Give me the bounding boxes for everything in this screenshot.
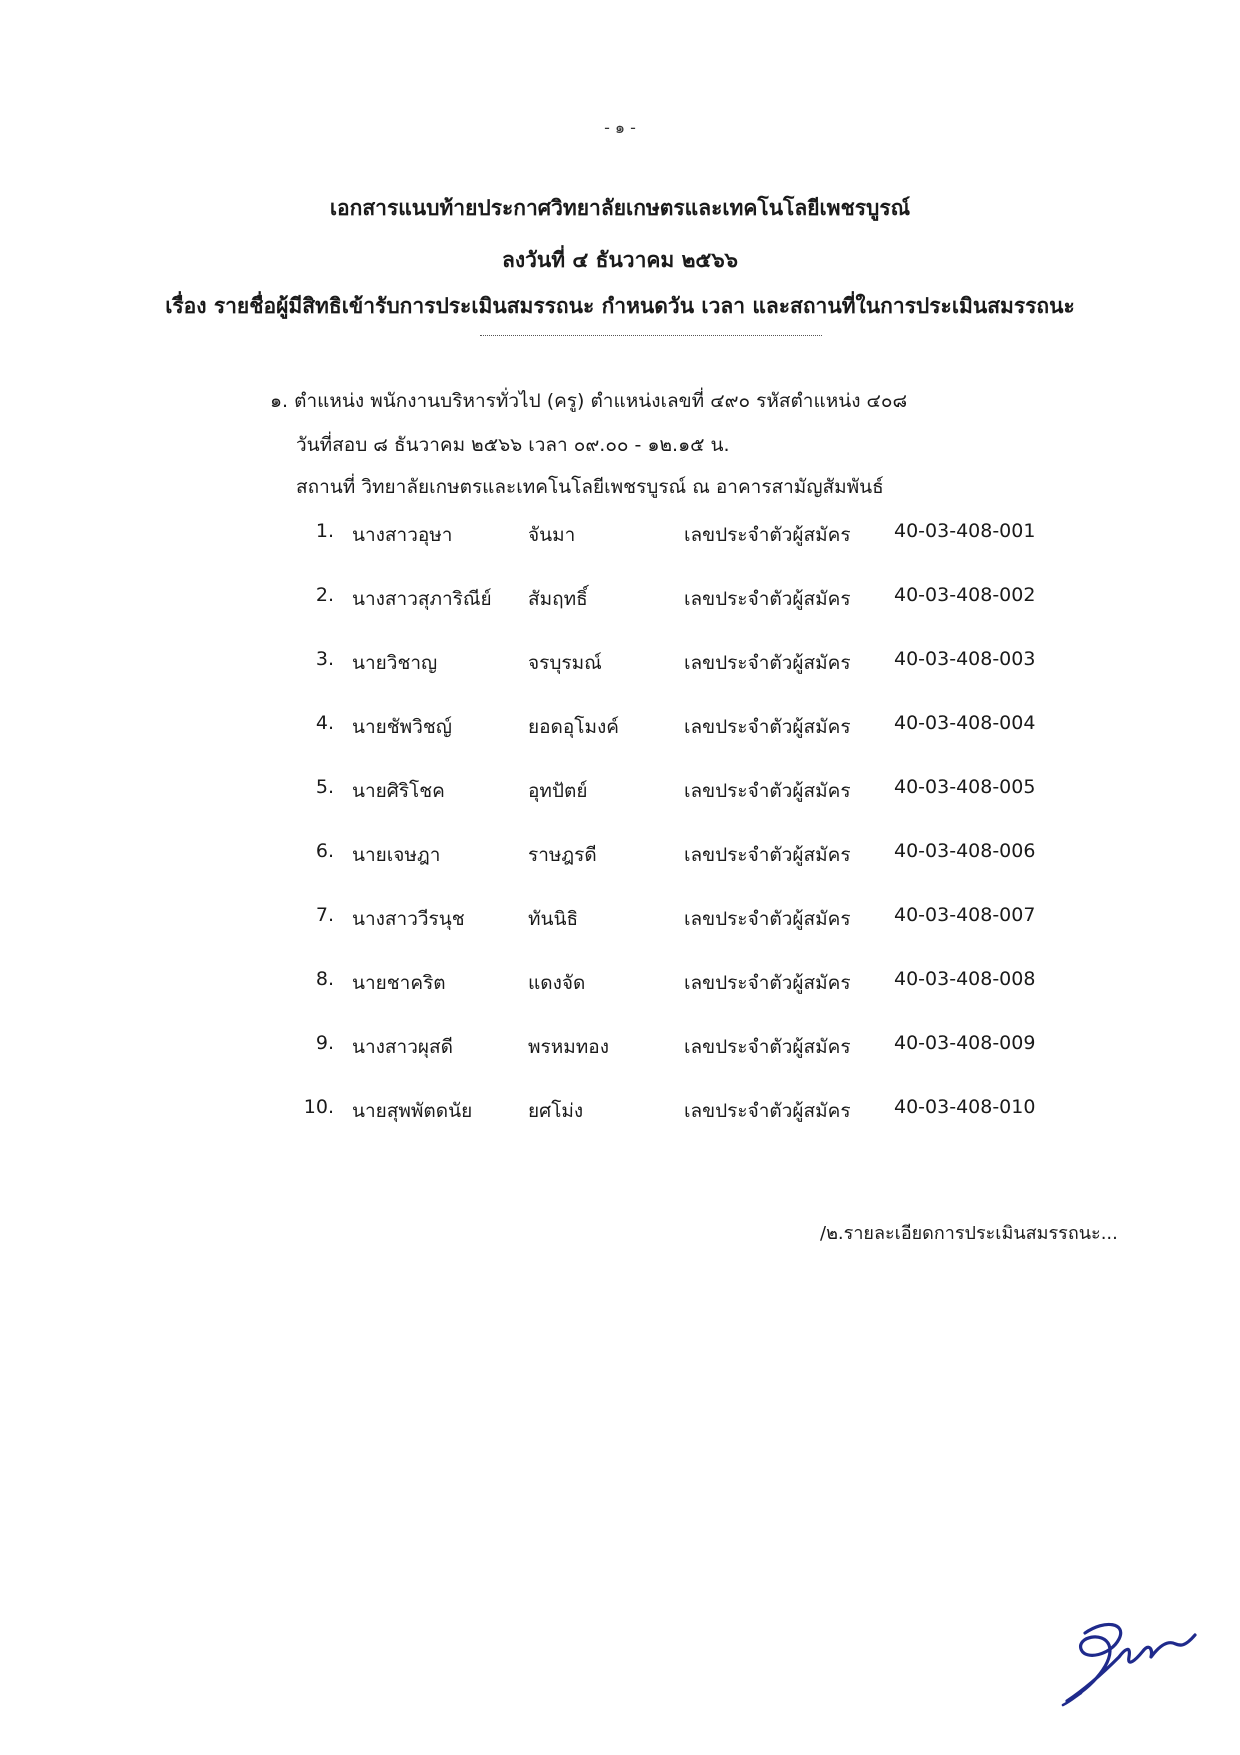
applicant-row: [0, 1032, 1240, 1096]
applicant-first-name: นางสาวอุษา: [352, 524, 453, 546]
applicant-first-name: นางสาวผุสดี: [352, 1036, 453, 1058]
applicant-last-name: ทันนิธิ: [528, 908, 579, 930]
applicant-first-name: นางสาววีรนุช: [352, 908, 465, 930]
applicant-row: [0, 776, 1240, 840]
applicant-id: 40-03-408-007: [894, 904, 1036, 926]
applicant-last-name: ยอดอุโมงค์: [528, 716, 620, 738]
applicant-row: [0, 840, 1240, 904]
applicant-number: 8.: [315, 968, 334, 990]
applicant-row: [0, 648, 1240, 712]
applicant-number: 9.: [315, 1032, 334, 1054]
applicant-id-label: เลขประจำตัวผู้สมัคร: [684, 972, 851, 994]
applicant-last-name: สัมฤทธิ์: [528, 588, 588, 610]
applicant-id-label: เลขประจำตัวผู้สมัคร: [684, 716, 851, 738]
applicant-id: 40-03-408-006: [894, 840, 1036, 862]
applicant-row: [0, 968, 1240, 1032]
applicant-id: 40-03-408-005: [894, 776, 1036, 798]
applicant-row: [0, 584, 1240, 648]
applicant-id: 40-03-408-002: [894, 584, 1036, 606]
applicant-id-label: เลขประจำตัวผู้สมัคร: [684, 844, 851, 866]
applicant-last-name: แดงจัด: [528, 972, 586, 994]
applicant-id: 40-03-408-008: [894, 968, 1036, 990]
applicant-number: 6.: [315, 840, 334, 862]
exam-date-line: วันที่สอบ ๘ ธันวาคม ๒๕๖๖ เวลา ๐๙.๐๐ - ๑๒.๑๕ น.: [296, 434, 730, 456]
venue-line: สถานที่ วิทยาลัยเกษตรและเทคโนโลยีเพชรบูรณ์ ณ อาคารสามัญสัมพันธ์: [296, 476, 884, 498]
applicant-first-name: นายวิชาญ: [352, 652, 438, 674]
document-subject: เรื่อง รายชื่อผู้มีสิทธิเข้ารับการประเมินสมรรถนะ กำหนดวัน เวลา และสถานที่ในการประเมินสมรรถนะ: [165, 294, 1075, 318]
document-title: เอกสารแนบท้ายประกาศวิทยาลัยเกษตรและเทคโนโลยีเพชรบูรณ์: [329, 196, 911, 220]
applicant-list: [0, 520, 1240, 1160]
continuation-note: /๒.รายละเอียดการประเมินสมรรถนะ...: [820, 1223, 1118, 1244]
applicant-id-label: เลขประจำตัวผู้สมัคร: [684, 780, 851, 802]
applicant-first-name: นายชาคริต: [352, 972, 446, 994]
applicant-row: [0, 520, 1240, 584]
applicant-number: 10.: [303, 1096, 334, 1118]
applicant-id: 40-03-408-004: [894, 712, 1036, 734]
applicant-number: 3.: [315, 648, 334, 670]
document-date: ลงวันที่ ๔ ธันวาคม ๒๕๖๖: [502, 248, 738, 272]
signature-icon: [1045, 1605, 1205, 1715]
applicant-number: 4.: [315, 712, 334, 734]
applicant-id-label: เลขประจำตัวผู้สมัคร: [684, 1036, 851, 1058]
applicant-first-name: นายเจษฎา: [352, 844, 441, 866]
page-number: - ๑ -: [604, 118, 636, 137]
applicant-id: 40-03-408-010: [894, 1096, 1036, 1118]
applicant-first-name: นายศิริโชค: [352, 780, 445, 802]
applicant-row: [0, 1096, 1240, 1160]
applicant-id: 40-03-408-003: [894, 648, 1036, 670]
applicant-first-name: นายชัพวิชญ์: [352, 716, 452, 738]
applicant-number: 5.: [315, 776, 334, 798]
applicant-id-label: เลขประจำตัวผู้สมัคร: [684, 524, 851, 546]
applicant-number: 2.: [315, 584, 334, 606]
applicant-first-name: นางสาวสุภาริณีย์: [352, 588, 492, 610]
applicant-id-label: เลขประจำตัวผู้สมัคร: [684, 588, 851, 610]
applicant-row: [0, 904, 1240, 968]
applicant-id-label: เลขประจำตัวผู้สมัคร: [684, 652, 851, 674]
position-line: ๑. ตำแหน่ง พนักงานบริหารทั่วไป (ครู) ตำแหน่งเลขที่ ๔๙๐ รหัสตำแหน่ง ๔๐๘: [270, 390, 908, 412]
applicant-last-name: พรหมทอง: [528, 1036, 609, 1058]
applicant-last-name: อุทปัตย์: [528, 780, 588, 802]
applicant-number: 1.: [315, 520, 334, 542]
applicant-id: 40-03-408-001: [894, 520, 1036, 542]
applicant-last-name: ราษฎรดี: [528, 844, 597, 866]
applicant-id-label: เลขประจำตัวผู้สมัคร: [684, 908, 851, 930]
applicant-row: [0, 712, 1240, 776]
applicant-first-name: นายสุพพัตดนัย: [352, 1100, 473, 1122]
applicant-id: 40-03-408-009: [894, 1032, 1036, 1054]
applicant-last-name: ยศโม่ง: [528, 1100, 584, 1122]
applicant-id-label: เลขประจำตัวผู้สมัคร: [684, 1100, 851, 1122]
applicant-last-name: จันมา: [528, 524, 576, 546]
title-divider: [480, 335, 822, 336]
applicant-number: 7.: [315, 904, 334, 926]
applicant-last-name: จรบุรมณ์: [528, 652, 602, 674]
